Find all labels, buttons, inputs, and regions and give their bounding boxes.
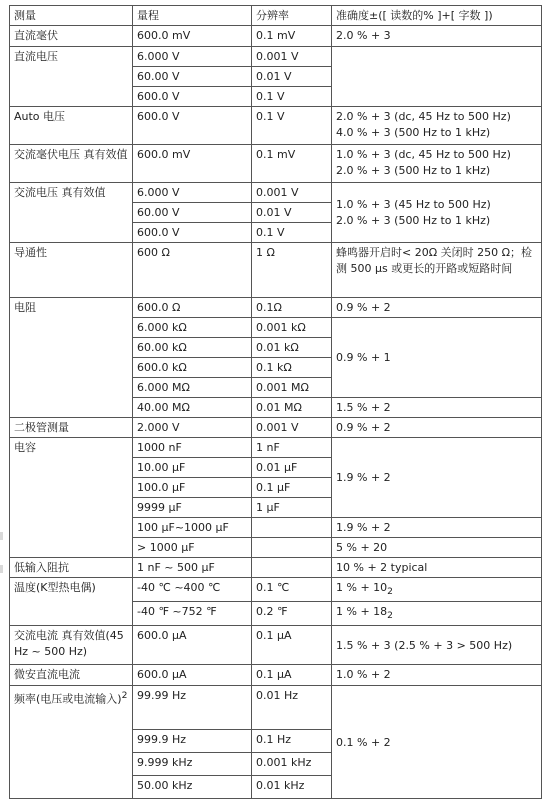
margin-mark (0, 532, 3, 540)
table-row (10, 686, 542, 730)
range-cell: 6.000 V (133, 47, 252, 67)
resolution-cell (252, 558, 332, 578)
accuracy-cell: 1.5 % + 2 (332, 398, 542, 418)
accuracy-cell: 1.5 % + 3 (2.5 % + 3 > 500 Hz) (332, 626, 542, 665)
accuracy-line: 4.0 % + 3 (500 Hz to 1 kHz) (336, 126, 491, 139)
table-row (10, 438, 542, 458)
range-cell: 600.0 mV (133, 26, 252, 47)
range-cell: 600.0 V (133, 107, 252, 145)
row-label: Auto 电压 (10, 107, 133, 145)
resolution-cell: 0.01 µF (252, 458, 332, 478)
table-row (10, 418, 542, 438)
range-cell: 100 µF~1000 µF (133, 518, 252, 538)
accuracy-cell (332, 47, 542, 107)
accuracy-cell (332, 183, 542, 243)
accuracy-cell: 蜂鸣器开启时< 20Ω 关闭时 250 Ω；检测 500 µs 或更长的开路或短路时间 (332, 243, 542, 298)
accuracy-cell: 10 % + 2 typical (332, 558, 542, 578)
range-cell: 600.0 kΩ (133, 358, 252, 378)
table-row (10, 47, 542, 67)
row-label: 低输入阻抗 (10, 558, 133, 578)
accuracy-line: 2.0 % + 3 (500 Hz to 1 kHz) (336, 214, 491, 227)
table-row (10, 558, 542, 578)
resolution-cell: 1 µF (252, 498, 332, 518)
resolution-cell: 0.001 V (252, 47, 332, 67)
range-cell: 6.000 V (133, 183, 252, 203)
row-label: 直流电压 (10, 47, 133, 107)
range-cell: 40.00 MΩ (133, 398, 252, 418)
range-cell: 600.0 µA (133, 626, 252, 665)
accuracy-cell (332, 578, 542, 602)
range-cell: 9.999 kHz (133, 753, 252, 776)
table-row (10, 107, 542, 145)
range-cell: 600 Ω (133, 243, 252, 298)
range-cell: -40 ℉ ~752 ℉ (133, 602, 252, 626)
accuracy-cell: 1.0 % + 2 (332, 665, 542, 686)
resolution-cell: 0.1 V (252, 223, 332, 243)
resolution-cell: 0.1 µF (252, 478, 332, 498)
range-cell: 50.00 kHz (133, 776, 252, 799)
footnote-subscript: 2 (387, 610, 393, 622)
range-cell: > 1000 µF (133, 538, 252, 558)
resolution-cell: 0.001 kHz (252, 753, 332, 776)
resolution-cell (252, 538, 332, 558)
range-cell: 10.00 µF (133, 458, 252, 478)
resolution-cell: 0.1 kΩ (252, 358, 332, 378)
resolution-cell: 0.01 kΩ (252, 338, 332, 358)
range-cell: 1 nF ~ 500 µF (133, 558, 252, 578)
range-cell: 99.99 Hz (133, 686, 252, 730)
resolution-cell: 0.001 MΩ (252, 378, 332, 398)
table-row (10, 183, 542, 203)
accuracy-cell: 1.9 % + 2 (332, 518, 542, 538)
table-row (10, 26, 542, 47)
header-accuracy: 准确度±([ 读数的% ]+[ 字数 ]) (332, 6, 542, 26)
table-row (10, 665, 542, 686)
range-cell: 600.0 Ω (133, 298, 252, 318)
resolution-cell: 0.1Ω (252, 298, 332, 318)
resolution-cell: 0.1 V (252, 107, 332, 145)
row-label: 交流电压 真有效值 (10, 183, 133, 243)
footnote-subscript: 2 (387, 586, 393, 598)
resolution-cell (252, 518, 332, 538)
resolution-cell: 0.01 V (252, 203, 332, 223)
row-label: 导通性 (10, 243, 133, 298)
range-cell: 1000 nF (133, 438, 252, 458)
accuracy-line: 2.0 % + 3 (dc, 45 Hz to 500 Hz) (336, 110, 511, 123)
accuracy-cell: 0.1 % + 2 (332, 686, 542, 799)
resolution-cell: 0.2 ℉ (252, 602, 332, 626)
range-cell: 999.9 Hz (133, 730, 252, 753)
row-label: 交流毫伏电压 真有效值 (10, 145, 133, 183)
accuracy-cell (332, 107, 542, 145)
range-cell: 6.000 MΩ (133, 378, 252, 398)
resolution-cell: 1 Ω (252, 243, 332, 298)
row-label: 二极管测量 (10, 418, 133, 438)
range-cell: 2.000 V (133, 418, 252, 438)
footnote-superscript: 2 (121, 690, 128, 702)
row-label: 温度(K型热电偶) (10, 578, 133, 626)
accuracy-cell (332, 145, 542, 183)
row-label-text: 频率(电压或电流输入) (14, 693, 122, 707)
resolution-cell: 0.1 µA (252, 626, 332, 665)
row-label: 电容 (10, 438, 133, 558)
row-label: 交流电流 真有效值(45 Hz ~ 500 Hz) (10, 626, 133, 665)
resolution-cell: 0.1 µA (252, 665, 332, 686)
accuracy-cell: 2.0 % + 3 (332, 26, 542, 47)
accuracy-line: 2.0 % + 3 (500 Hz to 1 kHz) (336, 164, 491, 177)
accuracy-cell: 0.9 % + 2 (332, 298, 542, 318)
row-label (10, 686, 133, 799)
accuracy-cell: 5 % + 20 (332, 538, 542, 558)
spec-table (9, 5, 542, 799)
header-resolution: 分辨率 (252, 6, 332, 26)
table-row (10, 145, 542, 183)
resolution-cell: 0.001 V (252, 183, 332, 203)
resolution-cell: 0.01 MΩ (252, 398, 332, 418)
resolution-cell: 0.1 ℃ (252, 578, 332, 602)
accuracy-value: 1 % + 18 (336, 605, 388, 619)
accuracy-line: 1.0 % + 3 (45 Hz to 500 Hz) (336, 198, 491, 211)
resolution-cell: 0.1 mV (252, 145, 332, 183)
resolution-cell: 0.001 V (252, 418, 332, 438)
header-row (10, 6, 542, 26)
range-cell: 600.0 V (133, 223, 252, 243)
accuracy-cell: 0.9 % + 2 (332, 418, 542, 438)
range-cell: 9999 µF (133, 498, 252, 518)
range-cell: 600.0 V (133, 87, 252, 107)
header-measurement: 测量 (10, 6, 133, 26)
resolution-cell: 0.1 mV (252, 26, 332, 47)
range-cell: 60.00 kΩ (133, 338, 252, 358)
resolution-cell: 0.1 Hz (252, 730, 332, 753)
row-label: 电阻 (10, 298, 133, 418)
range-cell: -40 ℃ ~400 ℃ (133, 578, 252, 602)
row-label: 直流毫伏 (10, 26, 133, 47)
range-cell: 600.0 mV (133, 145, 252, 183)
table-row (10, 243, 542, 298)
range-cell: 60.00 V (133, 203, 252, 223)
resolution-cell: 0.001 kΩ (252, 318, 332, 338)
resolution-cell: 1 nF (252, 438, 332, 458)
row-label: 微安直流电流 (10, 665, 133, 686)
table-row (10, 578, 542, 602)
resolution-cell: 0.01 V (252, 67, 332, 87)
range-cell: 600.0 µA (133, 665, 252, 686)
table-row (10, 626, 542, 665)
resolution-cell: 0.1 V (252, 87, 332, 107)
range-cell: 6.000 kΩ (133, 318, 252, 338)
accuracy-cell (332, 602, 542, 626)
range-cell: 60.00 V (133, 67, 252, 87)
table-row (10, 298, 542, 318)
accuracy-cell: 1.9 % + 2 (332, 438, 542, 518)
header-range: 量程 (133, 6, 252, 26)
accuracy-line: 1.0 % + 3 (dc, 45 Hz to 500 Hz) (336, 148, 511, 161)
margin-mark (0, 565, 3, 573)
resolution-cell: 0.01 kHz (252, 776, 332, 799)
accuracy-value: 1 % + 10 (336, 581, 388, 594)
resolution-cell: 0.01 Hz (252, 686, 332, 730)
range-cell: 100.0 µF (133, 478, 252, 498)
accuracy-cell: 0.9 % + 1 (332, 318, 542, 398)
